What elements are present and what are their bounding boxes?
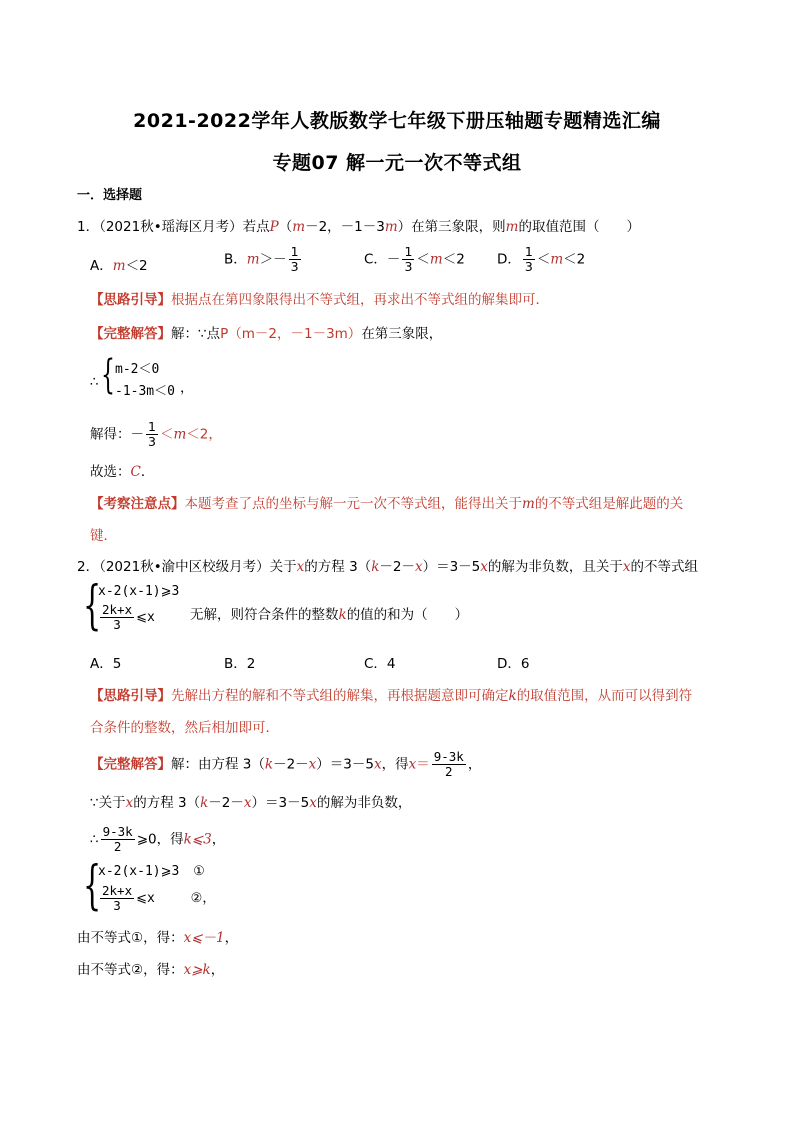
q2-solution-row-1 xyxy=(98,864,205,879)
q2-option-b[interactable]: B．2 xyxy=(224,656,256,672)
section-heading: 一．选择题 xyxy=(77,188,143,203)
q1-system-row-2: -1-3m＜0 xyxy=(115,384,175,399)
hint-tag: 【思路引导】 xyxy=(90,292,171,308)
q1-var-m: m xyxy=(246,251,260,268)
q2-stem-text: 无解，则符合条件的整数 xyxy=(190,607,339,623)
q2-stem-text: 的方程 3（ xyxy=(304,559,372,575)
q1-var-m: m xyxy=(292,219,306,235)
answer-tag: 【完整解答】 xyxy=(90,326,171,342)
system-row-text: ⩽x xyxy=(136,891,155,906)
option-text: ＜ xyxy=(416,251,430,268)
q1-option-a[interactable] xyxy=(90,254,148,274)
q2-stem-cont xyxy=(190,605,468,625)
q1-var-m: m xyxy=(173,426,187,443)
fraction xyxy=(146,421,158,448)
fraction-numerator: 9-3k xyxy=(433,749,464,764)
q2-solution-row-2 xyxy=(98,885,215,912)
answer-text: ， xyxy=(467,756,482,773)
q2-stem-text: 的不等式组 xyxy=(630,559,699,575)
ineq-result: x⩽－1 xyxy=(183,930,225,946)
q1-note xyxy=(90,494,683,514)
circled-one: ① xyxy=(193,864,205,879)
q2-var-x: x xyxy=(309,795,317,811)
fraction xyxy=(101,826,135,853)
answer-text: 在第三象限， xyxy=(361,326,443,342)
system-brace: { xyxy=(101,352,115,398)
hint-text: 根据点在第四象限得出不等式组，再求出不等式组的解集即可． xyxy=(171,292,549,308)
ineq-text: ， xyxy=(224,930,239,946)
system-brace: { xyxy=(83,576,102,636)
note-text: 本题考查了点的坐标与解一元一次不等式组，能得出关于 xyxy=(184,496,522,512)
because-text: －2－ xyxy=(208,795,244,811)
option-text: ＜2 xyxy=(563,251,586,268)
q2-inequality-2 xyxy=(77,960,224,980)
solution-text: ＜ xyxy=(159,426,174,443)
q1-option-d[interactable] xyxy=(497,246,585,273)
fraction-denominator: 3 xyxy=(100,898,134,913)
answer-point: P（m－2，－1－3m） xyxy=(220,326,362,342)
q2-var-k: k xyxy=(371,559,380,575)
q1-stem-text: （ xyxy=(278,219,293,235)
fraction-numerator: 1 xyxy=(148,419,156,434)
solution-text: 解得：－ xyxy=(90,426,144,443)
ineq-result: x⩾k xyxy=(183,962,211,978)
fraction-numerator: 1 xyxy=(404,244,413,259)
q2-var-x: x xyxy=(373,756,382,773)
q2-var-x: x xyxy=(243,795,252,811)
q2-var-x: x xyxy=(308,756,317,773)
option-text: ＞－ xyxy=(259,251,287,268)
answer-text: 解：∵点 xyxy=(171,326,221,342)
q2-var-x: x xyxy=(622,559,631,575)
fraction xyxy=(289,246,301,273)
q2-option-a[interactable]: A．5 xyxy=(90,656,122,672)
fraction-numerator: 1 xyxy=(524,244,533,259)
q1-solution xyxy=(90,421,222,448)
q2-var-k: k xyxy=(200,795,209,811)
because-text: ）＝3－5 xyxy=(251,795,310,811)
q1-point-p: P xyxy=(269,219,279,235)
q1-stem-text: 的取值范围（ ） xyxy=(518,219,640,235)
q2-because xyxy=(90,793,411,813)
circled-two: ② xyxy=(190,891,203,906)
therefore-symbol: ∴ xyxy=(90,374,99,390)
q2-var-k: k xyxy=(338,607,347,623)
q1-system-comma: ， xyxy=(180,380,194,396)
therefore-text: ⩾0，得 xyxy=(136,831,184,848)
option-label: B． xyxy=(224,251,247,268)
hint-tag: 【思路引导】 xyxy=(90,688,171,704)
q2-stem-text: －2－ xyxy=(379,559,415,575)
fraction-denominator: 3 xyxy=(100,617,134,632)
q2-stem-text: 的解为非负数，且关于 xyxy=(487,559,623,575)
choice-letter: C xyxy=(130,464,141,480)
q2-hint xyxy=(90,686,692,706)
q2-option-c[interactable]: C．4 xyxy=(364,656,396,672)
q2-system-row-2 xyxy=(98,604,155,631)
q1-answer xyxy=(90,324,442,344)
answer-tag: 【完整解答】 xyxy=(90,756,171,773)
option-text: ＜2 xyxy=(125,258,148,274)
because-text: 的解为非负数， xyxy=(316,795,412,811)
fraction xyxy=(432,751,466,778)
ineq-text: 由不等式②，得： xyxy=(77,962,184,978)
q1-note-cont: 键． xyxy=(90,528,117,544)
q2-hint-cont: 合条件的整数，然后相加即可． xyxy=(90,720,279,736)
option-text: ＜ xyxy=(536,251,551,268)
fraction xyxy=(402,246,414,273)
system-comma: ， xyxy=(202,891,216,906)
q1-stem-text: ）在第三象限，则 xyxy=(397,219,506,235)
because-text: 的方程 3（ xyxy=(133,795,201,811)
fraction-denominator: 2 xyxy=(432,764,466,779)
answer-text: ＝ xyxy=(416,756,430,773)
q1-var-m: m xyxy=(429,251,443,268)
q1-option-c[interactable] xyxy=(364,246,465,273)
q2-var-x: x xyxy=(125,795,134,811)
answer-text: －2－ xyxy=(273,756,309,773)
answer-text: ）＝3－5 xyxy=(316,756,374,773)
therefore-text: ， xyxy=(211,831,226,848)
option-label: D． xyxy=(497,251,521,268)
ineq-text: ， xyxy=(210,962,225,978)
q1-var-m: m xyxy=(522,496,535,512)
system-relation: ⩽x xyxy=(136,610,155,625)
q1-stem xyxy=(77,217,640,237)
q2-stem-text: ）＝3－5 xyxy=(422,559,481,575)
fraction-numerator: 2k+x xyxy=(102,883,133,898)
hint-text: 的取值范围，从而可以得到符 xyxy=(516,688,693,704)
answer-text: 解：由方程 3（ xyxy=(171,756,265,773)
q2-stem xyxy=(77,557,698,577)
q1-stem-text: －2，－1－3 xyxy=(305,219,385,235)
q1-var-m: m xyxy=(384,219,398,235)
q2-option-d[interactable]: D．6 xyxy=(497,656,530,672)
q2-var-k: k xyxy=(264,756,274,773)
q2-var-k: k xyxy=(508,688,517,704)
answer-text: ，得 xyxy=(381,756,409,773)
document-title: 2021-2022学年人教版数学七年级下册压轴题专题精选汇编 xyxy=(133,110,661,132)
q2-answer xyxy=(90,751,481,778)
choice-text: ． xyxy=(140,464,155,480)
fraction-denominator: 2 xyxy=(101,839,135,854)
q2-var-x: x xyxy=(414,559,423,575)
fraction-denominator: 3 xyxy=(290,258,299,274)
q2-therefore xyxy=(90,826,225,853)
q1-var-m: m xyxy=(505,219,519,235)
q2-var-x: x xyxy=(408,756,417,773)
hint-text: 先解出方程的解和不等式组的解集，再根据题意即可确定 xyxy=(171,688,509,704)
because-text: ∵关于 xyxy=(90,795,126,811)
option-text: ＜2 xyxy=(442,251,465,268)
q2-stem-text: 2．（2021秋•渝中区校级月考）关于 xyxy=(77,559,297,575)
system-row-text: x-2(x-1)⩾3 xyxy=(98,864,180,879)
option-label: C．－ xyxy=(364,251,401,268)
fraction-numerator: 9-3k xyxy=(102,824,133,839)
q2-var-x: x xyxy=(480,559,488,575)
fraction-numerator: 1 xyxy=(290,244,299,259)
note-tag: 【考察注意点】 xyxy=(90,496,185,512)
q2-system-row-1: x-2(x-1)⩾3 xyxy=(98,584,180,599)
fraction xyxy=(523,246,535,273)
fraction-denominator: 3 xyxy=(524,258,533,274)
fraction xyxy=(100,604,134,631)
q1-system-row-1: m-2＜0 xyxy=(115,362,160,377)
therefore-symbol: ∴ xyxy=(90,831,99,848)
fraction xyxy=(100,885,134,912)
system-brace: { xyxy=(83,856,102,916)
solution-text: ＜2， xyxy=(186,426,222,443)
q1-var-m: m xyxy=(112,258,126,274)
q1-stem-text: 1．（2021秋•瑶海区月考）若点 xyxy=(77,219,270,235)
ineq-text: 由不等式①，得： xyxy=(77,930,184,946)
document-subtitle: 专题07 解一元一次不等式组 xyxy=(272,152,522,174)
q2-inequality-1 xyxy=(77,928,238,948)
q2-var-k: k⩽3 xyxy=(183,831,212,848)
fraction-denominator: 3 xyxy=(404,258,413,274)
option-label: A． xyxy=(90,258,113,274)
q1-var-m: m xyxy=(550,251,564,268)
note-text: 的不等式组是解此题的关 xyxy=(534,496,684,512)
q2-stem-text: 的值的和为（ ） xyxy=(346,607,469,623)
fraction-denominator: 3 xyxy=(148,433,156,449)
q1-choice xyxy=(90,462,154,482)
q1-option-b[interactable] xyxy=(224,246,303,273)
q1-hint xyxy=(90,290,549,310)
choice-text: 故选： xyxy=(90,464,131,480)
fraction-numerator: 2k+x xyxy=(102,602,133,617)
q2-var-x: x xyxy=(296,559,305,575)
